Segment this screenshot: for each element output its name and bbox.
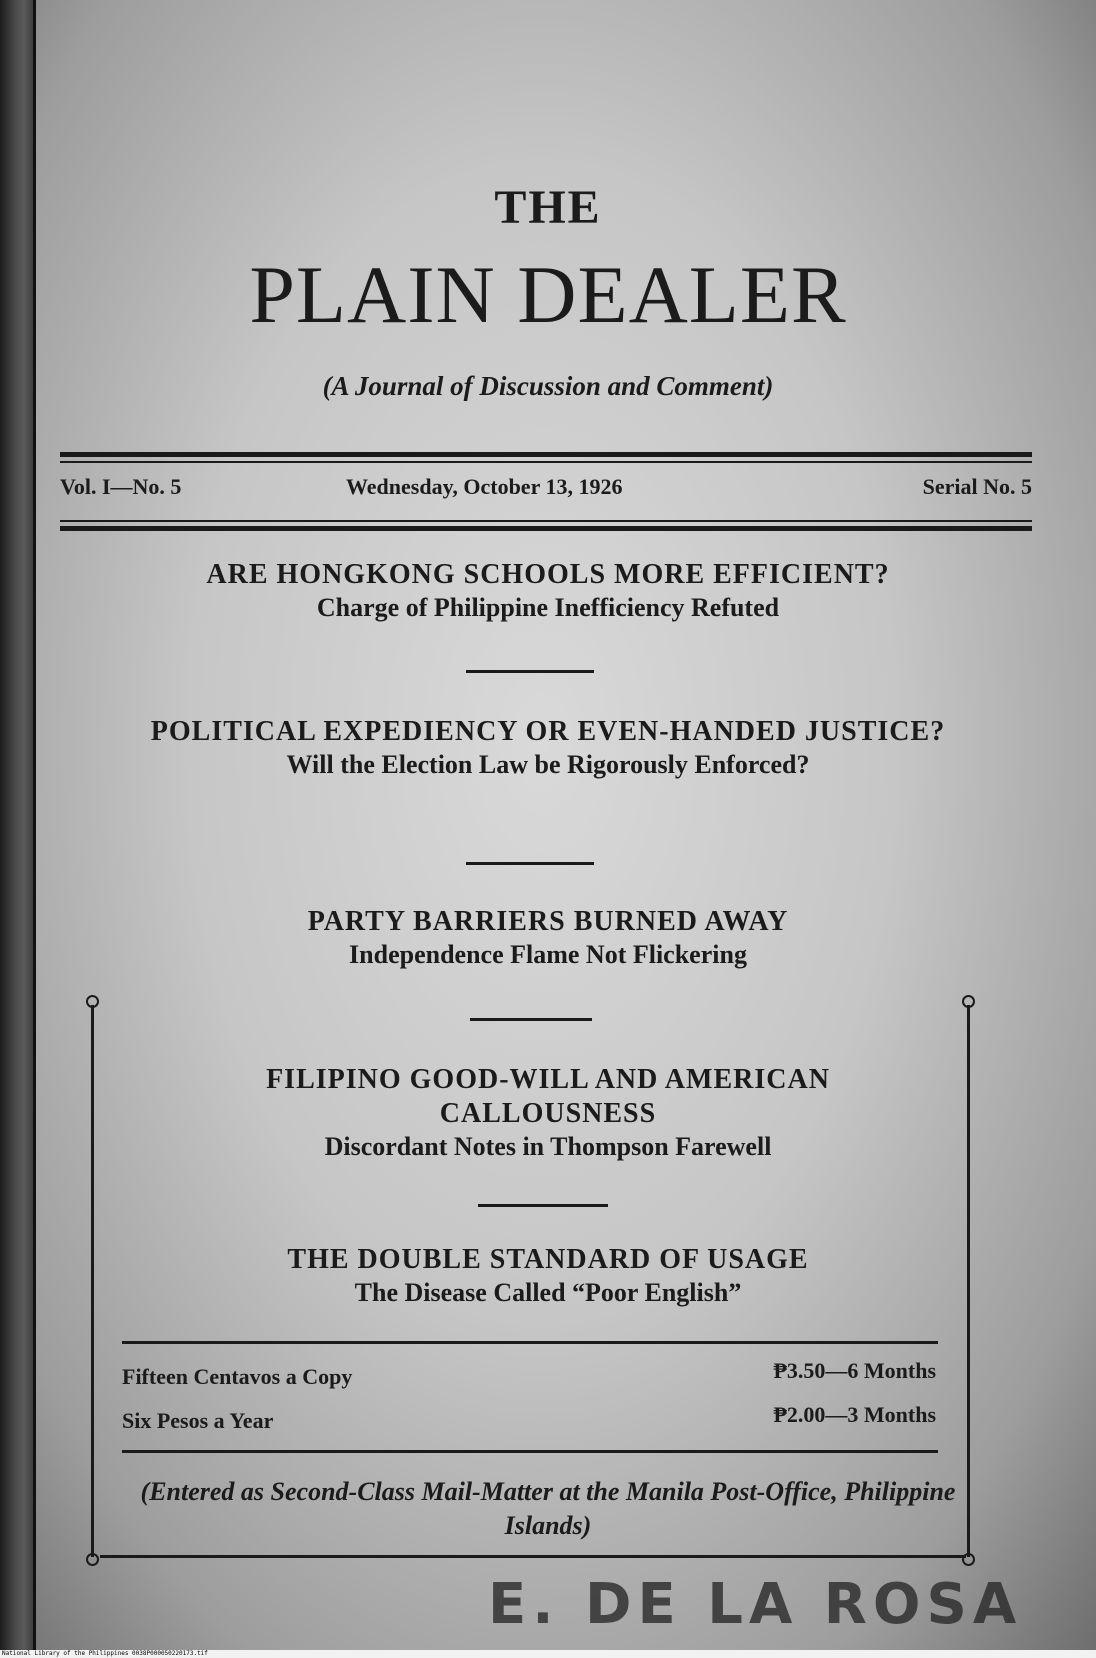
entered-notice-text: (Entered as Second-Class Mail-Matter at the Manila Post-Office, Philippine Islands) bbox=[140, 1477, 956, 1540]
article-headline: PARTY BARRIERS BURNED AWAY bbox=[307, 906, 789, 937]
frame-corner-ornament bbox=[962, 995, 975, 1008]
article-headline: POLITICAL EXPEDIENCY OR EVEN-HANDED JUSTICE? bbox=[150, 716, 946, 747]
price-per-copy: Fifteen Centavos a Copy bbox=[122, 1364, 353, 1389]
article-deck: Will the Election Law be Rigorously Enforced? bbox=[286, 750, 810, 779]
article-separator bbox=[466, 862, 594, 865]
bottom-rule-thin bbox=[60, 520, 1032, 522]
masthead-the: THE bbox=[494, 181, 602, 234]
pricing-bottom-rule bbox=[122, 1450, 938, 1453]
issue-date: Wednesday, October 13, 1926 bbox=[346, 474, 623, 499]
serial-number: Serial No. 5 bbox=[922, 474, 1032, 499]
article-headline: FILIPINO GOOD-WILL AND AMERICAN CALLOUSNESS bbox=[266, 1064, 830, 1129]
scan-footer-text: National Library of the Philippines 0038P000050220173.tif bbox=[2, 1650, 208, 1657]
article-deck: Charge of Philippine Inefficiency Refuted bbox=[316, 593, 780, 622]
pricing-top-rule bbox=[122, 1341, 938, 1344]
price-six-months: ₱3.50—6 Months bbox=[773, 1358, 936, 1383]
frame-bottom-border bbox=[100, 1555, 966, 1558]
article-3 bbox=[0, 905, 1096, 971]
article-deck: Independence Flame Not Flickering bbox=[349, 940, 747, 969]
article-separator bbox=[478, 1204, 608, 1207]
article-2 bbox=[0, 715, 1096, 781]
article-separator bbox=[470, 1018, 592, 1021]
dateline bbox=[60, 474, 1032, 508]
entered-notice bbox=[0, 1475, 1096, 1543]
top-rule-thin bbox=[60, 461, 1032, 463]
price-three-months: ₱2.00—3 Months bbox=[773, 1402, 936, 1427]
masthead-subtitle: (A Journal of Discussion and Comment) bbox=[322, 371, 774, 401]
volume-number: Vol. I—No. 5 bbox=[60, 474, 182, 499]
article-4 bbox=[0, 1063, 1096, 1163]
frame-corner-ornament bbox=[86, 1553, 99, 1566]
bottom-rule-thick bbox=[60, 526, 1032, 531]
article-1 bbox=[0, 558, 1096, 624]
article-headline: THE DOUBLE STANDARD OF USAGE bbox=[287, 1244, 809, 1275]
top-rule-thick bbox=[60, 452, 1032, 457]
article-deck: Discordant Notes in Thompson Farewell bbox=[324, 1132, 772, 1161]
frame-corner-ornament bbox=[86, 995, 99, 1008]
article-headline: ARE HONGKONG SCHOOLS MORE EFFICIENT? bbox=[206, 559, 890, 590]
price-per-year: Six Pesos a Year bbox=[122, 1408, 274, 1433]
article-deck: The Disease Called “Poor English” bbox=[354, 1278, 742, 1307]
article-separator bbox=[466, 670, 594, 673]
article-5 bbox=[0, 1243, 1096, 1309]
library-stamp: E. DE LA ROSA bbox=[488, 1572, 1023, 1637]
masthead-title: PLAIN DEALER bbox=[249, 249, 847, 340]
